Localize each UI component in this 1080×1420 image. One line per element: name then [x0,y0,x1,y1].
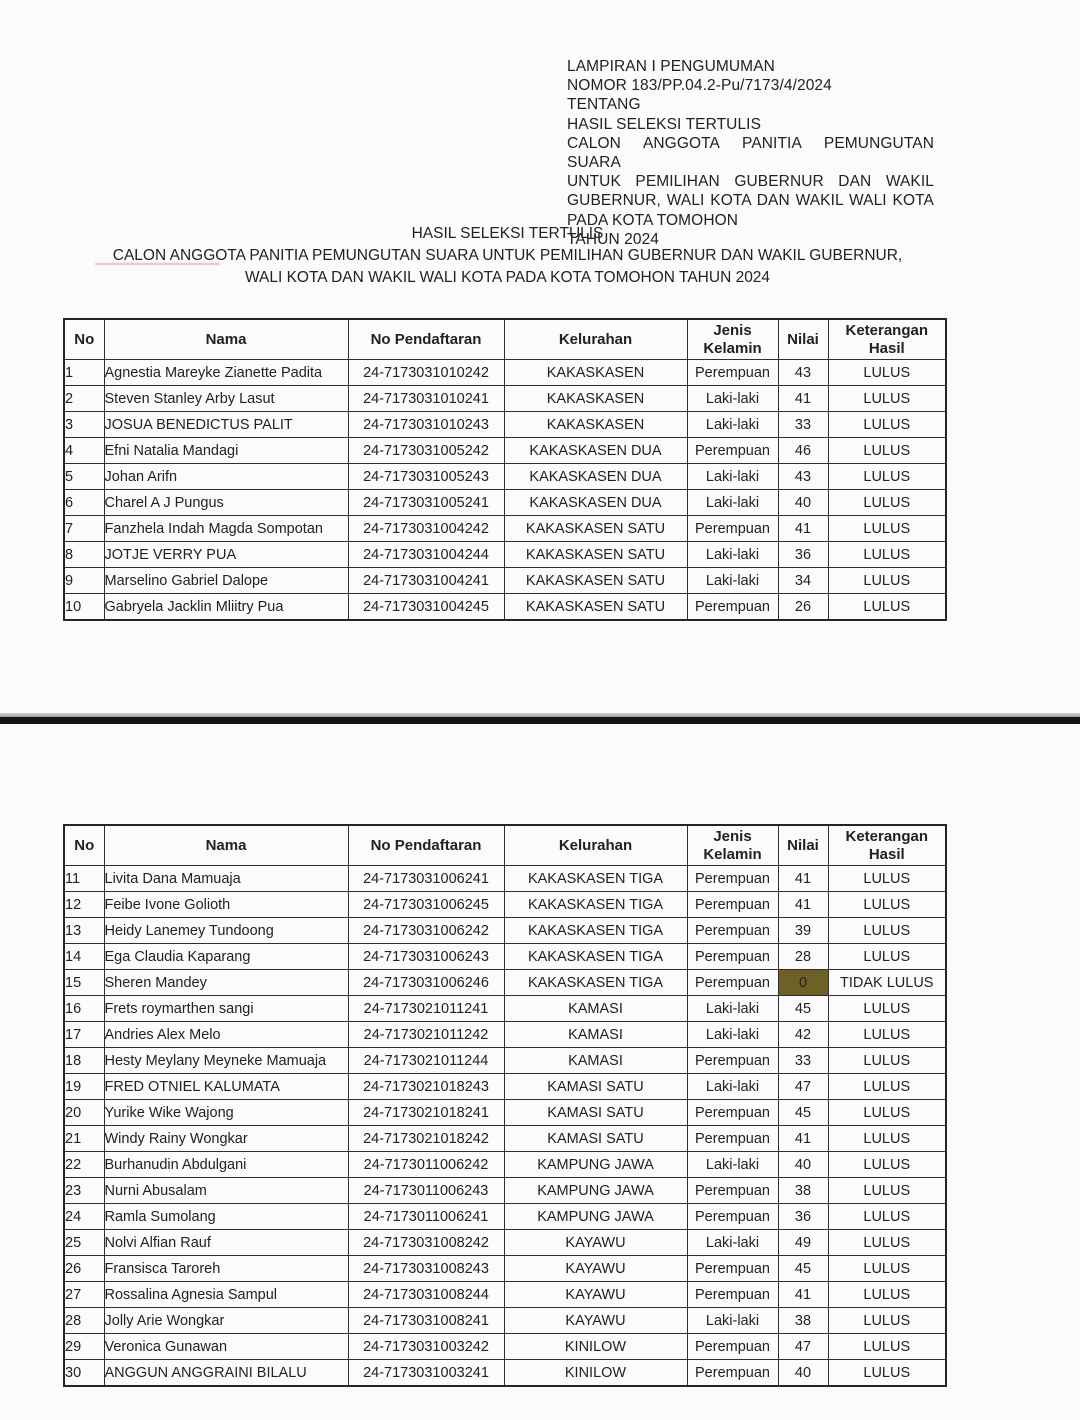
cell-reg: 24-7173031004242 [348,516,504,542]
table-row [64,866,946,892]
results-table-page1 [63,318,947,621]
cell-no: 22 [64,1152,104,1178]
table-row [64,970,946,996]
table-row [64,1230,946,1256]
cell-no: 19 [64,1074,104,1100]
cell-nilai: 40 [778,1152,828,1178]
cell-gender: Perempuan [687,1048,778,1074]
cell-hasil: LULUS [828,516,946,542]
cell-nilai: 47 [778,1334,828,1360]
cell-gender: Laki-laki [687,1022,778,1048]
cell-kelurahan: KAMASI [504,1048,687,1074]
cell-no: 12 [64,892,104,918]
cell-hasil: LULUS [828,944,946,970]
cell-reg: 24-7173021018242 [348,1126,504,1152]
cell-kelurahan: KAYAWU [504,1282,687,1308]
column-header: Keterangan Hasil [828,825,946,866]
cell-reg: 24-7173031005243 [348,464,504,490]
cell-gender: Laki-laki [687,1230,778,1256]
cell-no: 15 [64,970,104,996]
cell-hasil: LULUS [828,360,946,386]
cell-nilai: 40 [778,1360,828,1387]
cell-no: 18 [64,1048,104,1074]
column-header: Keterangan Hasil [828,319,946,360]
cell-gender: Perempuan [687,1360,778,1387]
cell-kelurahan: KAMASI SATU [504,1126,687,1152]
document-title [40,223,975,289]
table-row [64,1308,946,1334]
cell-gender: Laki-laki [687,490,778,516]
cell-no: 23 [64,1178,104,1204]
letterhead-line: GUBERNUR, WALI KOTA DAN WAKIL WALI KOTA [567,192,934,210]
cell-kelurahan: KAMASI SATU [504,1100,687,1126]
cell-hasil: LULUS [828,1204,946,1230]
cell-hasil: LULUS [828,1126,946,1152]
column-header: Nilai [778,319,828,360]
cell-nilai: 41 [778,866,828,892]
table-row [64,944,946,970]
title-line-3: WALI KOTA DAN WAKIL WALI KOTA PADA KOTA TOMOHON TAHUN 2024 [244,269,771,286]
cell-nilai: 36 [778,1204,828,1230]
cell-reg: 24-7173031006241 [348,866,504,892]
cell-no: 27 [64,1282,104,1308]
cell-nama: Livita Dana Mamuaja [104,866,348,892]
table-row [64,594,946,621]
cell-nama: Efni Natalia Mandagi [104,438,348,464]
cell-nama: Hesty Meylany Meyneke Mamuaja [104,1048,348,1074]
results-table-page2 [63,824,947,1387]
cell-nilai: 47 [778,1074,828,1100]
column-header: Nama [104,825,348,866]
cell-no: 13 [64,918,104,944]
cell-hasil: LULUS [828,1048,946,1074]
table-row [64,1178,946,1204]
letterhead [567,57,934,249]
cell-nama: ANGGUN ANGGRAINI BILALU [104,1360,348,1387]
cell-kelurahan: KAYAWU [504,1230,687,1256]
cell-reg: 24-7173031006246 [348,970,504,996]
cell-hasil: LULUS [828,1022,946,1048]
cell-hasil: LULUS [828,542,946,568]
cell-reg: 24-7173031006242 [348,918,504,944]
cell-nama: Nurni Abusalam [104,1178,348,1204]
cell-nilai: 39 [778,918,828,944]
cell-kelurahan: KAKASKASEN TIGA [504,970,687,996]
table-row [64,568,946,594]
cell-reg: 24-7173011006241 [348,1204,504,1230]
cell-reg: 24-7173031008242 [348,1230,504,1256]
cell-nilai: 41 [778,1282,828,1308]
header-row [64,319,946,360]
cell-kelurahan: KAKASKASEN SATU [504,542,687,568]
cell-nilai: 42 [778,1022,828,1048]
cell-gender: Perempuan [687,1256,778,1282]
cell-reg: 24-7173031004244 [348,542,504,568]
cell-gender: Perempuan [687,516,778,542]
cell-kelurahan: KAKASKASEN TIGA [504,892,687,918]
cell-reg: 24-7173011006243 [348,1178,504,1204]
cell-kelurahan: KAMASI [504,996,687,1022]
cell-kelurahan: KAKASKASEN TIGA [504,918,687,944]
cell-kelurahan: KINILOW [504,1334,687,1360]
cell-nilai: 43 [778,360,828,386]
cell-no: 8 [64,542,104,568]
cell-nama: Heidy Lanemey Tundoong [104,918,348,944]
cell-nama: Fransisca Taroreh [104,1256,348,1282]
cell-no: 17 [64,1022,104,1048]
table-row [64,1152,946,1178]
cell-nama: Agnestia Mareyke Zianette Padita [104,360,348,386]
cell-gender: Laki-laki [687,996,778,1022]
cell-nilai: 0 [778,970,828,996]
table-row [64,1334,946,1360]
cell-reg: 24-7173031005241 [348,490,504,516]
cell-nama: Burhanudin Abdulgani [104,1152,348,1178]
column-header: Jenis Kelamin [687,825,778,866]
table-row [64,892,946,918]
table-row [64,516,946,542]
cell-reg: 24-7173031008241 [348,1308,504,1334]
cell-nilai: 45 [778,996,828,1022]
cell-hasil: LULUS [828,412,946,438]
cell-no: 4 [64,438,104,464]
cell-reg: 24-7173031010242 [348,360,504,386]
cell-hasil: LULUS [828,1074,946,1100]
cell-no: 14 [64,944,104,970]
table-row [64,542,946,568]
table-row [64,1100,946,1126]
cell-kelurahan: KAMPUNG JAWA [504,1204,687,1230]
cell-reg: 24-7173031004245 [348,594,504,621]
cell-kelurahan: KAKASKASEN TIGA [504,866,687,892]
cell-no: 29 [64,1334,104,1360]
cell-nilai: 38 [778,1178,828,1204]
cell-nilai: 33 [778,412,828,438]
cell-nama: JOTJE VERRY PUA [104,542,348,568]
table-row [64,1048,946,1074]
cell-hasil: LULUS [828,996,946,1022]
column-header: Kelurahan [504,319,687,360]
cell-nilai: 43 [778,464,828,490]
cell-reg: 24-7173031008244 [348,1282,504,1308]
scan-artifact-underline [95,263,220,265]
column-header: No [64,319,104,360]
cell-no: 25 [64,1230,104,1256]
cell-nama: Andries Alex Melo [104,1022,348,1048]
cell-nama: Fanzhela Indah Magda Sompotan [104,516,348,542]
cell-kelurahan: KAMPUNG JAWA [504,1152,687,1178]
cell-reg: 24-7173021011241 [348,996,504,1022]
cell-gender: Perempuan [687,918,778,944]
table-row [64,490,946,516]
cell-reg: 24-7173031010241 [348,386,504,412]
cell-reg: 24-7173031010243 [348,412,504,438]
cell-gender: Laki-laki [687,542,778,568]
cell-nilai: 41 [778,386,828,412]
cell-gender: Perempuan [687,1126,778,1152]
cell-kelurahan: KAKASKASEN TIGA [504,944,687,970]
table-row [64,438,946,464]
cell-hasil: LULUS [828,1282,946,1308]
cell-hasil: LULUS [828,386,946,412]
cell-kelurahan: KAKASKASEN SATU [504,594,687,621]
cell-gender: Laki-laki [687,1074,778,1100]
cell-nilai: 40 [778,490,828,516]
column-header: Nama [104,319,348,360]
table-row [64,1360,946,1387]
cell-reg: 24-7173011006242 [348,1152,504,1178]
cell-reg: 24-7173031006243 [348,944,504,970]
cell-nilai: 41 [778,1126,828,1152]
cell-nama: Johan Arifn [104,464,348,490]
cell-kelurahan: KAKASKASEN SATU [504,568,687,594]
cell-nama: Yurike Wike Wajong [104,1100,348,1126]
table-row [64,1126,946,1152]
letterhead-line: UNTUK PEMILIHAN GUBERNUR DAN WAKIL [567,173,934,191]
cell-reg: 24-7173031003241 [348,1360,504,1387]
cell-gender: Laki-laki [687,412,778,438]
cell-reg: 24-7173031008243 [348,1256,504,1282]
cell-nama: Gabryela Jacklin Mliitry Pua [104,594,348,621]
page-separator [0,717,1080,724]
cell-reg: 24-7173031004241 [348,568,504,594]
cell-reg: 24-7173021018243 [348,1074,504,1100]
cell-kelurahan: KAMASI [504,1022,687,1048]
cell-hasil: LULUS [828,892,946,918]
cell-nama: Ramla Sumolang [104,1204,348,1230]
cell-kelurahan: KAKASKASEN DUA [504,438,687,464]
table-row [64,1282,946,1308]
cell-nama: Veronica Gunawan [104,1334,348,1360]
cell-nilai: 46 [778,438,828,464]
cell-nama: Feibe Ivone Golioth [104,892,348,918]
cell-gender: Perempuan [687,1178,778,1204]
column-header: No [64,825,104,866]
table-row [64,386,946,412]
cell-nilai: 49 [778,1230,828,1256]
cell-kelurahan: KAKASKASEN [504,412,687,438]
letterhead-line: TENTANG [567,96,641,114]
cell-no: 2 [64,386,104,412]
cell-no: 20 [64,1100,104,1126]
cell-no: 24 [64,1204,104,1230]
cell-no: 6 [64,490,104,516]
table-row [64,1256,946,1282]
cell-nama: FRED OTNIEL KALUMATA [104,1074,348,1100]
cell-hasil: LULUS [828,438,946,464]
letterhead-line: CALON ANGGOTA PANITIA PEMUNGUTAN SUARA [567,134,934,172]
table-row [64,996,946,1022]
cell-gender: Laki-laki [687,568,778,594]
cell-no: 9 [64,568,104,594]
cell-hasil: LULUS [828,1256,946,1282]
cell-kelurahan: KINILOW [504,1360,687,1387]
letterhead-line: PADA KOTA TOMOHON [567,211,739,229]
cell-nama: Jolly Arie Wongkar [104,1308,348,1334]
cell-gender: Laki-laki [687,464,778,490]
cell-gender: Perempuan [687,866,778,892]
cell-hasil: LULUS [828,1360,946,1387]
cell-nilai: 38 [778,1308,828,1334]
cell-reg: 24-7173021018241 [348,1100,504,1126]
cell-gender: Perempuan [687,970,778,996]
cell-gender: Perempuan [687,1204,778,1230]
table-row [64,1204,946,1230]
cell-no: 10 [64,594,104,621]
cell-gender: Laki-laki [687,1308,778,1334]
cell-hasil: LULUS [828,464,946,490]
cell-kelurahan: KAMPUNG JAWA [504,1178,687,1204]
cell-hasil: LULUS [828,1100,946,1126]
cell-reg: 24-7173031003242 [348,1334,504,1360]
cell-kelurahan: KAMASI SATU [504,1074,687,1100]
cell-nilai: 41 [778,516,828,542]
cell-kelurahan: KAYAWU [504,1256,687,1282]
cell-kelurahan: KAKASKASEN DUA [504,464,687,490]
cell-nama: Charel A J Pungus [104,490,348,516]
cell-no: 5 [64,464,104,490]
cell-nilai: 36 [778,542,828,568]
cell-nilai: 45 [778,1100,828,1126]
cell-no: 26 [64,1256,104,1282]
cell-no: 11 [64,866,104,892]
cell-gender: Laki-laki [687,1152,778,1178]
cell-reg: 24-7173031006245 [348,892,504,918]
cell-nama: Steven Stanley Arby Lasut [104,386,348,412]
cell-hasil: LULUS [828,594,946,621]
cell-no: 21 [64,1126,104,1152]
column-header: Jenis Kelamin [687,319,778,360]
cell-no: 7 [64,516,104,542]
cell-hasil: LULUS [828,490,946,516]
cell-gender: Laki-laki [687,386,778,412]
cell-nama: Frets roymarthen sangi [104,996,348,1022]
cell-nama: Marselino Gabriel Dalope [104,568,348,594]
cell-kelurahan: KAKASKASEN [504,386,687,412]
letterhead-line: LAMPIRAN I PENGUMUMAN [567,58,775,75]
table-row [64,360,946,386]
cell-reg: 24-7173031005242 [348,438,504,464]
cell-nilai: 33 [778,1048,828,1074]
cell-nama: Sheren Mandey [104,970,348,996]
cell-nilai: 28 [778,944,828,970]
cell-nama: Windy Rainy Wongkar [104,1126,348,1152]
cell-hasil: LULUS [828,1308,946,1334]
cell-hasil: LULUS [828,568,946,594]
cell-nilai: 45 [778,1256,828,1282]
cell-gender: Perempuan [687,944,778,970]
cell-hasil: TIDAK LULUS [828,970,946,996]
cell-nilai: 34 [778,568,828,594]
table-row [64,412,946,438]
cell-no: 16 [64,996,104,1022]
cell-nama: Nolvi Alfian Rauf [104,1230,348,1256]
cell-no: 28 [64,1308,104,1334]
letterhead-line: TAHUN 2024 [567,230,660,248]
cell-hasil: LULUS [828,1334,946,1360]
title-line-2: CALON ANGGOTA PANITIA PEMUNGUTAN SUARA UNTUK PEMILIHAN GUBERNUR DAN WAKIL GUBERNUR, [112,247,903,264]
cell-nilai: 26 [778,594,828,621]
cell-nama: JOSUA BENEDICTUS PALIT [104,412,348,438]
cell-kelurahan: KAKASKASEN [504,360,687,386]
cell-gender: Perempuan [687,1282,778,1308]
cell-gender: Perempuan [687,1100,778,1126]
cell-gender: Perempuan [687,1334,778,1360]
cell-kelurahan: KAKASKASEN SATU [504,516,687,542]
cell-nama: Ega Claudia Kaparang [104,944,348,970]
table-row [64,918,946,944]
title-line-1: HASIL SELEKSI TERTULIS [411,225,604,242]
header-row [64,825,946,866]
cell-hasil: LULUS [828,918,946,944]
cell-no: 30 [64,1360,104,1387]
cell-kelurahan: KAYAWU [504,1308,687,1334]
letterhead-line: NOMOR 183/PP.04.2-Pu/7173/4/2024 [567,77,832,95]
table-row [64,1022,946,1048]
cell-gender: Perempuan [687,360,778,386]
table-row [64,1074,946,1100]
column-header: Kelurahan [504,825,687,866]
column-header: No Pendaftaran [348,825,504,866]
cell-hasil: LULUS [828,1152,946,1178]
cell-no: 1 [64,360,104,386]
letterhead-line: HASIL SELEKSI TERTULIS [567,115,762,133]
cell-hasil: LULUS [828,1230,946,1256]
cell-hasil: LULUS [828,1178,946,1204]
table-row [64,464,946,490]
cell-nilai: 41 [778,892,828,918]
cell-hasil: LULUS [828,866,946,892]
cell-nama: Rossalina Agnesia Sampul [104,1282,348,1308]
cell-gender: Perempuan [687,438,778,464]
cell-no: 3 [64,412,104,438]
cell-reg: 24-7173021011244 [348,1048,504,1074]
cell-gender: Perempuan [687,594,778,621]
cell-gender: Perempuan [687,892,778,918]
column-header: No Pendaftaran [348,319,504,360]
column-header: Nilai [778,825,828,866]
cell-kelurahan: KAKASKASEN DUA [504,490,687,516]
cell-reg: 24-7173021011242 [348,1022,504,1048]
